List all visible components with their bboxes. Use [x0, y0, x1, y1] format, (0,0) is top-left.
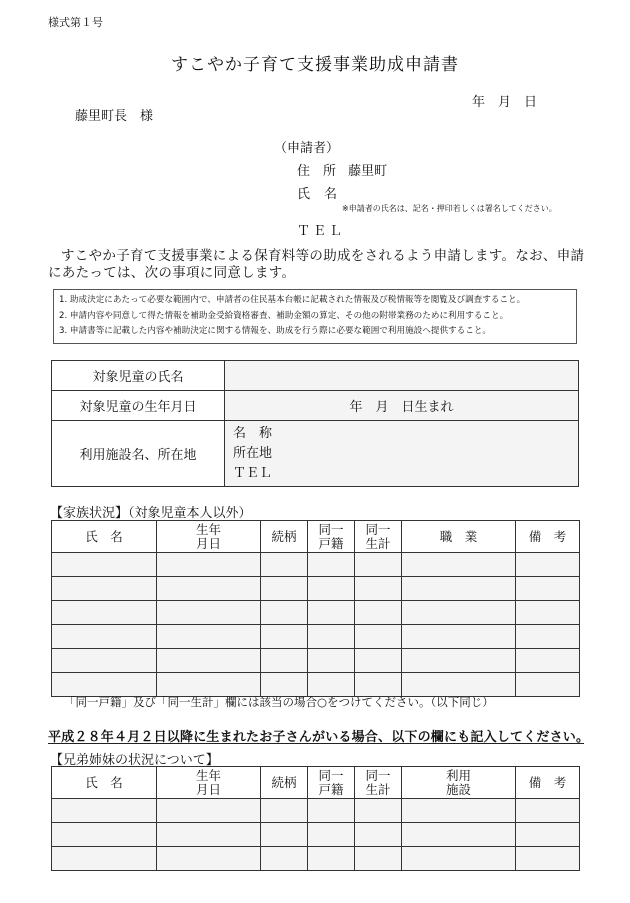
- sibling-cell[interactable]: [261, 823, 308, 847]
- family-note: 「同一戸籍」及び「同一生計」欄には該当の場合○をつけてください。（以下同じ）: [64, 695, 494, 709]
- family-cell[interactable]: [261, 649, 308, 673]
- sibling-cell[interactable]: [402, 847, 516, 871]
- family-header: 氏 名: [52, 521, 157, 553]
- address-value: 藤里町: [348, 164, 388, 179]
- family-cell[interactable]: [157, 577, 261, 601]
- family-header: 生年 月日: [157, 521, 261, 553]
- child-name-field[interactable]: [225, 361, 579, 391]
- family-cell[interactable]: [157, 673, 261, 697]
- family-cell[interactable]: [308, 673, 355, 697]
- sibling-row: [52, 799, 580, 823]
- sibling-cell[interactable]: [261, 847, 308, 871]
- family-cell[interactable]: [516, 649, 580, 673]
- consent-item: 2. 申請内容や同意して得た情報を補助金受給資格審査、補助金額の算定、その他の附帯業務のために利用すること。: [59, 310, 509, 321]
- sibling-cell[interactable]: [516, 847, 580, 871]
- family-header: 続柄: [261, 521, 308, 553]
- family-header: 同一 生計: [355, 521, 402, 553]
- addressee: 藤里町長 様: [75, 109, 154, 124]
- intro-paragraph: すこやか子育て支援事業による保育料等の助成をされるよう申請します。なお、申請にあたっては、次の事項に同意します。: [48, 248, 585, 281]
- family-cell[interactable]: [261, 553, 308, 577]
- family-cell[interactable]: [516, 625, 580, 649]
- facility-address-label: 所在地: [233, 445, 273, 461]
- sibling-cell[interactable]: [516, 823, 580, 847]
- applicant-address[interactable]: [297, 160, 387, 179]
- family-cell[interactable]: [52, 553, 157, 577]
- sibling-cell[interactable]: [157, 823, 261, 847]
- family-cell[interactable]: [308, 577, 355, 601]
- family-row: [52, 553, 580, 577]
- family-row: [52, 649, 580, 673]
- sibling-cell[interactable]: [261, 799, 308, 823]
- family-cell[interactable]: [308, 649, 355, 673]
- form-number: 様式第１号: [48, 16, 103, 29]
- family-cell[interactable]: [308, 601, 355, 625]
- family-cell[interactable]: [355, 601, 402, 625]
- family-cell[interactable]: [355, 673, 402, 697]
- family-cell[interactable]: [402, 673, 516, 697]
- family-cell[interactable]: [402, 649, 516, 673]
- family-heading: 【家族状況】（対象児童本人以外）: [50, 506, 252, 521]
- facility-label: 利用施設名、所在地: [52, 421, 225, 487]
- sibling-cell[interactable]: [402, 823, 516, 847]
- child-name-label: 対象児童の氏名: [52, 361, 225, 391]
- family-row: [52, 577, 580, 601]
- sibling-cell[interactable]: [52, 799, 157, 823]
- family-cell[interactable]: [261, 577, 308, 601]
- family-cell[interactable]: [52, 625, 157, 649]
- sibling-cell[interactable]: [308, 799, 355, 823]
- facility-tel-label: ＴＥＬ: [233, 465, 273, 481]
- family-cell[interactable]: [52, 649, 157, 673]
- page-title: すこやか子育て支援事業助成申請書: [171, 55, 459, 75]
- facility-name-label: 名 称: [233, 425, 273, 441]
- child-birth-label: 対象児童の生年月日: [52, 391, 225, 421]
- family-header: 備 考: [516, 521, 580, 553]
- consent-item: 1. 助成決定にあたって必要な範囲内で、申請者の住民基本台帳に記載された情報及び税情報等を閲覧及び調査すること。: [59, 295, 526, 305]
- family-row: [52, 625, 580, 649]
- siblings-heading: 【兄弟姉妹の状況について】: [50, 753, 219, 768]
- family-cell[interactable]: [516, 577, 580, 601]
- family-cell[interactable]: [355, 553, 402, 577]
- applicant-tel-label[interactable]: ＴＥＬ: [297, 224, 346, 239]
- applicant-name-note: ※申請者の氏名は、記名・押印若しくは署名してください。: [342, 204, 557, 213]
- family-cell[interactable]: [516, 553, 580, 577]
- sibling-cell[interactable]: [157, 847, 261, 871]
- sibling-header: 備 考: [516, 767, 580, 799]
- family-header: 職 業: [402, 521, 516, 553]
- family-header: 同一 戸籍: [308, 521, 355, 553]
- family-cell[interactable]: [402, 577, 516, 601]
- applicant-heading: （申請者）: [274, 141, 340, 156]
- sibling-cell[interactable]: [402, 799, 516, 823]
- family-cell[interactable]: [402, 625, 516, 649]
- sibling-header: 続柄: [261, 767, 308, 799]
- address-label: 住 所: [297, 164, 337, 179]
- child-birth-field[interactable]: 年 月 日生まれ: [225, 391, 579, 421]
- sibling-cell[interactable]: [308, 823, 355, 847]
- sibling-row: [52, 847, 580, 871]
- family-cell[interactable]: [157, 625, 261, 649]
- sibling-header: 氏 名: [52, 767, 157, 799]
- family-cell[interactable]: [308, 553, 355, 577]
- consent-box: [53, 289, 577, 344]
- sibling-cell[interactable]: [308, 847, 355, 871]
- applicant-name-label[interactable]: 氏名: [297, 187, 352, 202]
- child-info-table: [51, 360, 579, 487]
- family-cell[interactable]: [157, 553, 261, 577]
- family-cell[interactable]: [157, 601, 261, 625]
- family-cell[interactable]: [52, 577, 157, 601]
- sibling-cell[interactable]: [355, 823, 402, 847]
- family-cell[interactable]: [516, 673, 580, 697]
- sibling-row: [52, 823, 580, 847]
- family-cell[interactable]: [355, 625, 402, 649]
- family-cell[interactable]: [402, 553, 516, 577]
- notice-underline: [48, 743, 584, 744]
- family-cell[interactable]: [157, 649, 261, 673]
- family-cell[interactable]: [261, 601, 308, 625]
- family-cell[interactable]: [261, 673, 308, 697]
- family-cell[interactable]: [52, 673, 157, 697]
- siblings-table: [51, 766, 580, 871]
- sibling-cell[interactable]: [157, 799, 261, 823]
- family-cell[interactable]: [52, 601, 157, 625]
- facility-field[interactable]: [225, 421, 579, 487]
- family-cell[interactable]: [355, 577, 402, 601]
- sibling-cell[interactable]: [52, 847, 157, 871]
- family-cell[interactable]: [516, 601, 580, 625]
- sibling-cell[interactable]: [52, 823, 157, 847]
- sibling-header: 同一 生計: [355, 767, 402, 799]
- consent-item: 3. 申請書等に記載した内容や補助決定に関する情報を、助成を行う際に必要な範囲で利用施設へ提供すること。: [59, 326, 492, 336]
- family-row: [52, 601, 580, 625]
- sibling-header: 利用 施設: [402, 767, 516, 799]
- family-cell[interactable]: [308, 625, 355, 649]
- sibling-cell[interactable]: [516, 799, 580, 823]
- family-row: [52, 673, 580, 697]
- sibling-cell[interactable]: [355, 799, 402, 823]
- date-line[interactable]: 年 月 日: [472, 95, 538, 110]
- family-cell[interactable]: [355, 649, 402, 673]
- sibling-header: 生年 月日: [157, 767, 261, 799]
- family-table: [51, 520, 580, 697]
- family-cell[interactable]: [402, 601, 516, 625]
- family-cell[interactable]: [261, 625, 308, 649]
- notice-text: 平成２８年４月２日以降に生まれたお子さんがいる場合、以下の欄にも記入してください。: [48, 730, 590, 745]
- sibling-cell[interactable]: [355, 847, 402, 871]
- sibling-header: 同一 戸籍: [308, 767, 355, 799]
